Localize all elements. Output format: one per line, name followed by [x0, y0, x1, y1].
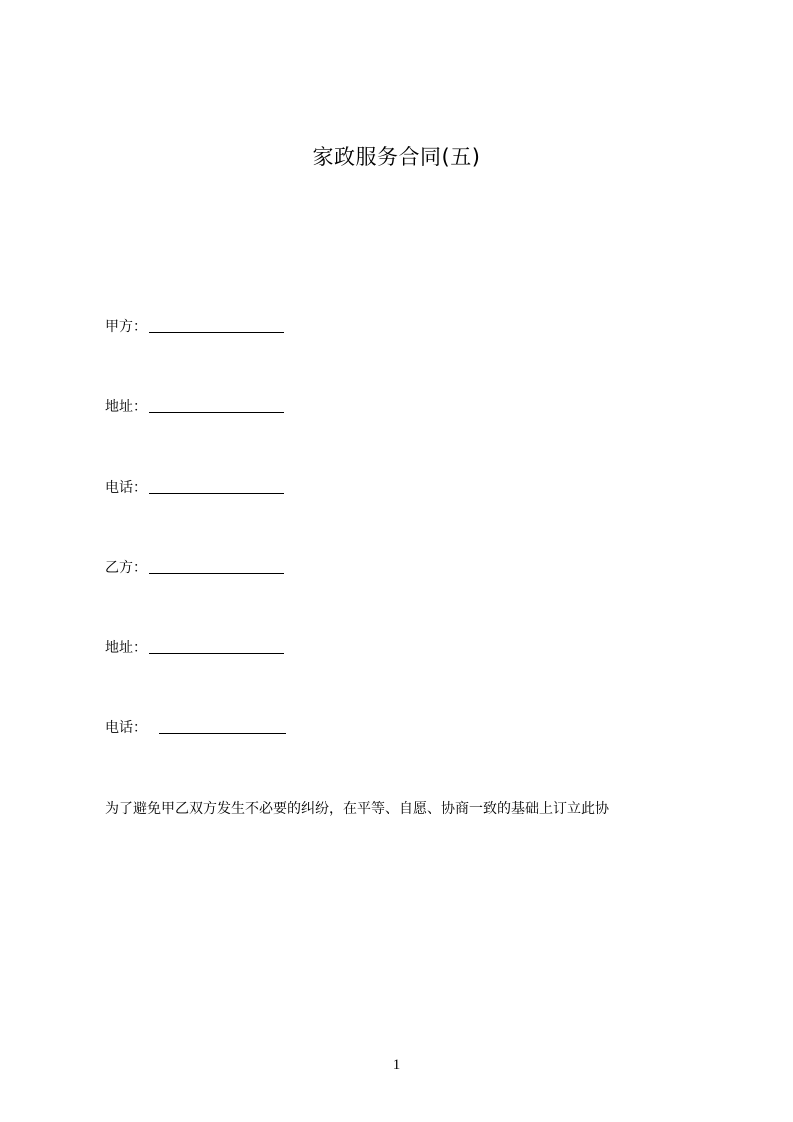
agreement-intro-paragraph: 为了避免甲乙双方发生不必要的纠纷，在平等、自愿、协商一致的基础上订立此协	[105, 801, 609, 817]
party-a-phone-blank-line	[149, 477, 284, 494]
party-b-label: 乙方：	[105, 560, 147, 576]
party-a-label: 甲方：	[105, 319, 147, 335]
party-b-address-blank-line	[149, 637, 284, 654]
party-b-phone-blank-line	[159, 717, 286, 734]
party-a-phone-field	[105, 477, 284, 499]
party-b-address-field	[105, 637, 284, 659]
party-a-blank-line	[149, 316, 284, 333]
page-number: 1	[392, 1057, 401, 1073]
document-title: 家政服务合同(五)	[312, 145, 481, 169]
party-b-blank-line	[149, 557, 284, 574]
party-b-phone-field	[105, 717, 286, 739]
party-a-name-field	[105, 316, 284, 338]
party-b-phone-label: 电话：	[105, 720, 147, 736]
party-b-name-field	[105, 557, 284, 579]
party-a-address-label: 地址：	[105, 399, 147, 415]
party-b-address-label: 地址：	[105, 640, 147, 656]
party-a-address-blank-line	[149, 396, 284, 413]
party-a-address-field	[105, 396, 284, 418]
party-a-phone-label: 电话：	[105, 480, 147, 496]
